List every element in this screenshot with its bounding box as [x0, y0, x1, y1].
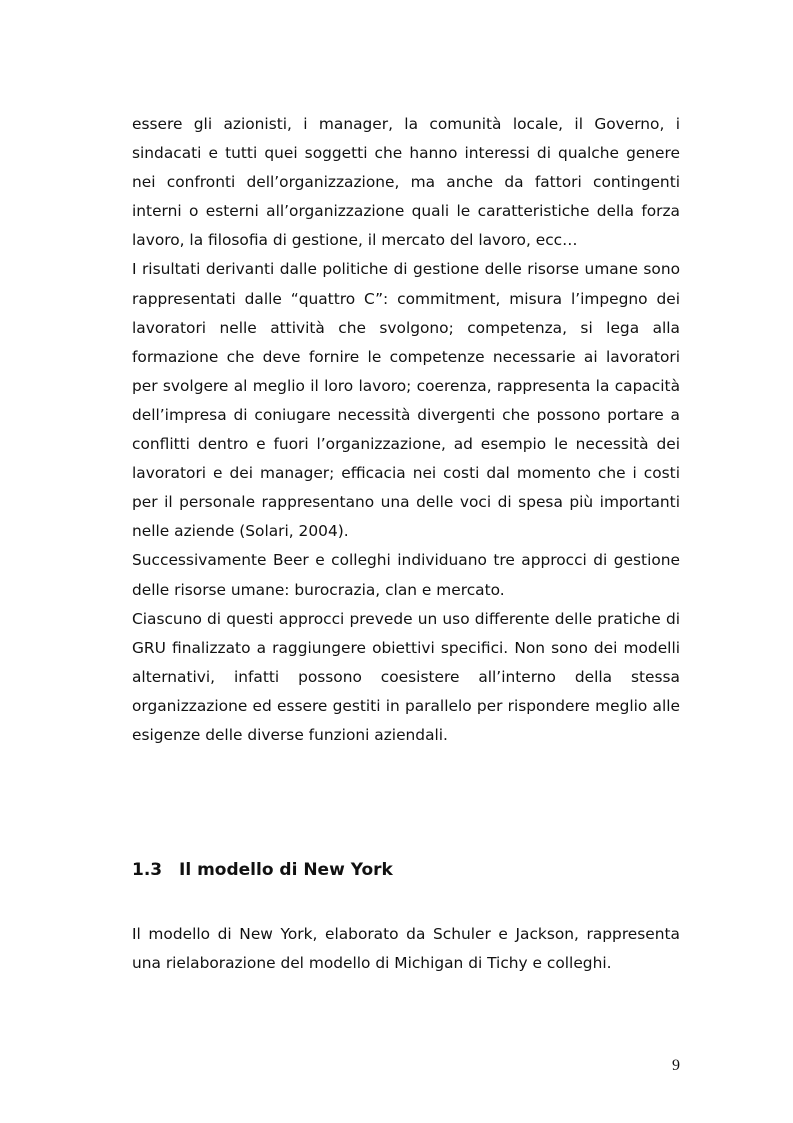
page-number: 9	[672, 1057, 680, 1074]
body-text-block	[132, 110, 680, 750]
paragraph-approcci: Successivamente Beer e colleghi individuano tre approcci di gestione delle risorse umane: burocrazia, clan e mercato.	[132, 551, 680, 599]
paragraph-stakeholders: essere gli azionisti, i manager, la comunità locale, il Governo, i sindacati e tutti quei soggetti che hanno interessi di qualche genere nei confronti dell’organizzazione, ma anche da fattori contingenti interni o esterni all’organizzazione quali le caratteristiche della forza lavoro, la filosofia di gestione, il mercato del lavoro, ecc…	[132, 115, 680, 250]
paragraph-pratiche-gru: Ciascuno di questi approcci prevede un uso differente delle pratiche di GRU finalizzato a raggiungere obiettivi specifici. Non sono dei modelli alternativi, infatti possono coesistere all’interno della stessa organizzazione ed essere gestiti in parallelo per rispondere meglio alle esigenze delle diverse funzioni aziendali.	[132, 609, 680, 744]
paragraph-modello-new-york: Il modello di New York, elaborato da Schuler e Jackson, rappresenta una rielaborazione del modello di Michigan di Tichy e colleghi.	[132, 925, 680, 973]
section-body-text	[132, 920, 680, 978]
section-title: Il modello di New York	[179, 860, 393, 880]
section-heading	[132, 856, 680, 884]
paragraph-quattro-c: I risultati derivanti dalle politiche di gestione delle risorse umane sono rappresentati dalle “quattro C”: commitment, misura l’impegno dei lavoratori nelle attività che svolgono; competenza, si lega alla formazione che deve fornire le competenze necessarie ai lavoratori per svolgere al meglio il loro lavoro; coerenza, rappresenta la capacità dell’impresa di coniugare necessità divergenti che possono portare a conflitti dentro e fuori l’organizzazione, ad esempio le necessità dei lavoratori e dei manager; efficacia nei costi dal momento che i costi per il personale rappresentano una delle voci di spesa più importanti nelle aziende (Solari, 2004).	[132, 260, 680, 541]
section-number: 1.3	[132, 860, 163, 880]
